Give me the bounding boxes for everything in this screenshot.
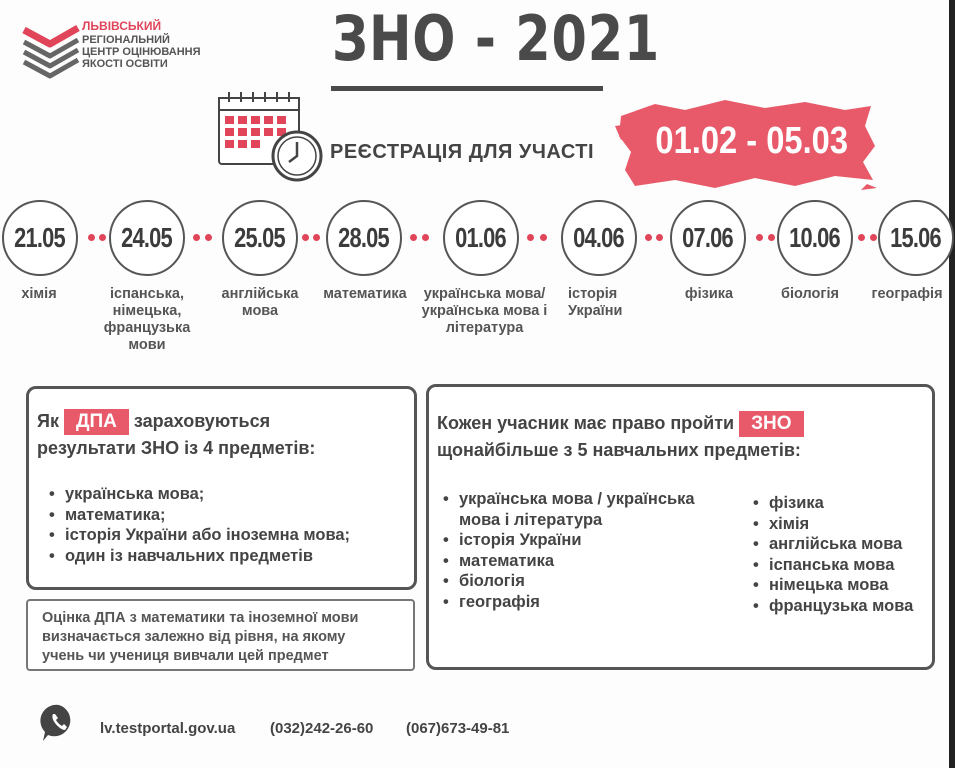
- timeline-date-circle: [109, 200, 185, 276]
- note-line: Оцінка ДПА з математики та іноземної мови: [42, 610, 359, 626]
- timeline-subject: історія України: [568, 286, 623, 319]
- timeline-dot: [870, 234, 877, 241]
- calendar-icon: [215, 90, 325, 185]
- zno-heading: [437, 411, 804, 437]
- list-item-text: українська мова / українська: [459, 490, 695, 508]
- dpa-heading-prefix: Як: [37, 411, 59, 431]
- dpa-info-box: [26, 386, 417, 590]
- zno-info-box: [426, 384, 935, 670]
- timeline-dot: [756, 234, 763, 241]
- dpa-heading-suffix: зараховуються: [133, 411, 271, 431]
- contact-footer: [40, 702, 740, 746]
- list-item: • географія: [441, 592, 695, 613]
- dpa-badge: ДПА: [64, 409, 129, 435]
- clock-icon: [273, 132, 321, 180]
- timeline-date: 01.06: [455, 222, 507, 253]
- dpa-note-text: [42, 609, 358, 666]
- list-item: • історія України: [441, 530, 695, 551]
- list-item: • німецька мова: [751, 575, 913, 596]
- zno-subject-list-right: [751, 493, 913, 616]
- zno-badge: ЗНО: [739, 411, 803, 437]
- timeline-dot: [99, 234, 106, 241]
- timeline-date: 07.06: [682, 222, 734, 253]
- phone-number-2[interactable]: (067)673-49-81: [406, 720, 510, 737]
- website-link[interactable]: lv.testportal.gov.ua: [100, 720, 236, 737]
- timeline-date-circle: [777, 200, 853, 276]
- timeline-subject: географія: [871, 286, 943, 302]
- logo: [22, 20, 222, 80]
- timeline-dot: [205, 234, 212, 241]
- list-item-text-cont: мова і література: [459, 510, 603, 529]
- timeline-date: 04.06: [573, 222, 625, 253]
- timeline-date: 15.06: [890, 222, 942, 253]
- timeline-dot: [422, 234, 429, 241]
- timeline-dot: [858, 234, 865, 241]
- registration-dates: 01.02 - 05.03: [655, 120, 849, 162]
- note-line: учень чи учениця вивчали цей предмет: [42, 648, 329, 664]
- timeline-dot: [302, 234, 309, 241]
- list-item: • французька мова: [751, 596, 913, 617]
- whatsapp-phone-icon: [40, 702, 78, 744]
- timeline-date: 21.05: [14, 222, 66, 253]
- timeline-dot: [656, 234, 663, 241]
- timeline-dot: [645, 234, 652, 241]
- list-item: • біологія: [441, 571, 695, 592]
- timeline-dot: [768, 234, 775, 241]
- exam-timeline: [0, 190, 955, 370]
- timeline-subject: українська мова/ українська мова і література: [421, 286, 548, 336]
- note-line: визначається залежно від рівня, на якому: [42, 629, 346, 645]
- list-item: • історія України або іноземна мова;: [47, 525, 350, 546]
- dpa-heading-line2: результати ЗНО із 4 предметів:: [37, 438, 316, 458]
- timeline-subject: біологія: [781, 286, 839, 302]
- logo-line-1: ЛЬВІВСЬКИЙ: [82, 19, 162, 33]
- logo-line-3: ЦЕНТР ОЦІНЮВАННЯ: [82, 46, 201, 58]
- dpa-heading: [37, 409, 270, 435]
- zno-heading-line2: щонайбільше з 5 навчальних предметів:: [437, 440, 801, 460]
- timeline-date-circle: [561, 200, 637, 276]
- timeline-date-circle: [443, 200, 519, 276]
- list-item: • українська мова;: [47, 484, 350, 505]
- zno-heading-prefix: Кожен учасник має право пройти: [437, 413, 735, 433]
- zno-subject-list-left: [441, 489, 695, 612]
- list-item: • іспанська мова: [751, 555, 913, 576]
- logo-book-icon: [22, 20, 82, 80]
- timeline-subject: фізика: [684, 286, 734, 302]
- list-item: • один із навчальних предметів: [47, 546, 350, 567]
- timeline-date-circle: [670, 200, 746, 276]
- timeline-date: 25.05: [234, 222, 286, 253]
- list-item: • англійська мова: [751, 534, 913, 555]
- timeline-date-circle: [878, 200, 954, 276]
- timeline-subject: математика: [323, 286, 407, 302]
- registration-label: РЕЄСТРАЦІЯ ДЛЯ УЧАСТІ: [330, 141, 595, 163]
- timeline-subject: іспанська, німецька, французька мови: [103, 286, 191, 353]
- list-item: • математика;: [47, 505, 350, 526]
- list-item: • фізика: [751, 493, 913, 514]
- dpa-subject-list: [47, 484, 350, 566]
- timeline-date-circle: [222, 200, 298, 276]
- logo-line-2: РЕГІОНАЛЬНИЙ: [82, 34, 170, 46]
- timeline-subject: хімія: [21, 286, 57, 302]
- logo-line-4: ЯКОСТІ ОСВІТИ: [82, 58, 168, 70]
- phone-number-1[interactable]: (032)242-26-60: [270, 720, 374, 737]
- timeline-date: 28.05: [338, 222, 390, 253]
- dpa-note-box: [26, 599, 415, 671]
- timeline-dot: [88, 234, 95, 241]
- list-item: • хімія: [751, 514, 913, 535]
- list-item: [441, 489, 695, 530]
- timeline-dot: [313, 234, 320, 241]
- timeline-date-circle: [2, 200, 78, 276]
- timeline-dot: [527, 234, 534, 241]
- timeline-date: 10.06: [789, 222, 841, 253]
- page-title: ЗНО - 2021: [332, 2, 661, 75]
- timeline-dot: [410, 234, 417, 241]
- timeline-date-circle: [326, 200, 402, 276]
- timeline-dot: [540, 234, 547, 241]
- timeline-dot: [193, 234, 200, 241]
- timeline-subject: англійська мова: [221, 286, 299, 319]
- list-item: • математика: [441, 551, 695, 572]
- title-underline: [331, 86, 603, 91]
- timeline-date: 24.05: [121, 222, 173, 253]
